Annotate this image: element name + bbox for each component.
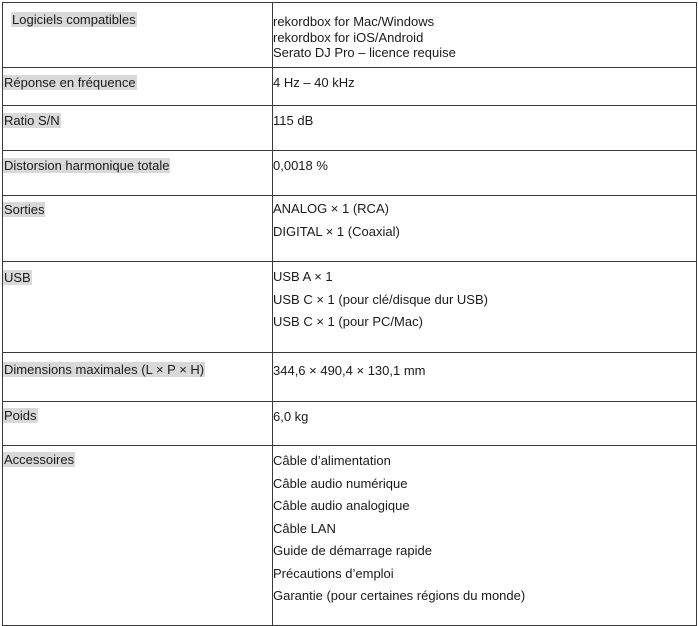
spec-label: Accessoires xyxy=(4,452,75,467)
spec-label-cell xyxy=(3,151,273,196)
spec-value-cell xyxy=(273,262,697,353)
spec-value: ANALOG × 1 (RCA) xyxy=(273,201,389,216)
spec-label-cell xyxy=(3,402,273,446)
spec-label-cell xyxy=(3,353,273,402)
spec-value: 344,6 × 490,4 × 130,1 mm xyxy=(273,363,426,378)
spec-value: DIGITAL × 1 (Coaxial) xyxy=(273,223,400,239)
spec-value-cell xyxy=(273,68,697,106)
spec-label-cell xyxy=(3,446,273,626)
spec-value: Guide de démarrage rapide xyxy=(273,543,432,558)
spec-value: USB C × 1 (pour PC/Mac) xyxy=(273,314,423,329)
spec-label-cell xyxy=(3,196,273,262)
spec-label: USB xyxy=(4,270,31,285)
spec-row-dimensions xyxy=(3,353,697,402)
spec-value: rekordbox for iOS/Android xyxy=(273,29,424,45)
spec-label: Dimensions maximales (L × P × H) xyxy=(4,362,205,377)
spec-label: Réponse en fréquence xyxy=(4,75,136,90)
spec-value-cell xyxy=(273,3,697,68)
spec-label-cell xyxy=(3,106,273,151)
specifications-table xyxy=(2,2,697,626)
spec-value: rekordbox for Mac/Windows xyxy=(273,14,435,29)
spec-value-cell xyxy=(273,446,697,626)
spec-value: USB C × 1 (pour clé/disque dur USB) xyxy=(273,291,488,307)
spec-value-cell xyxy=(273,106,697,151)
spec-row-usb xyxy=(3,262,697,353)
spec-value: Câble d’alimentation xyxy=(273,453,391,468)
spec-row-thd xyxy=(3,151,697,196)
spec-label-cell xyxy=(3,68,273,106)
spec-label: Logiciels compatibles xyxy=(12,12,136,27)
spec-value-cell xyxy=(273,196,697,262)
spec-value: Câble audio analogique xyxy=(273,498,410,513)
spec-row-weight xyxy=(3,402,697,446)
spec-value: 4 Hz – 40 kHz xyxy=(273,75,355,90)
spec-value: Serato DJ Pro – licence requise xyxy=(273,45,456,60)
spec-value: Précautions d’emploi xyxy=(273,565,394,581)
spec-value: 115 dB xyxy=(273,113,314,128)
spec-label-cell xyxy=(3,3,273,68)
spec-label: Ratio S/N xyxy=(4,113,60,128)
spec-value: 0,0018 % xyxy=(273,158,328,173)
spec-value: Garantie (pour certaines régions du monde) xyxy=(273,588,526,603)
spec-row-outputs xyxy=(3,196,697,262)
spec-value: USB A × 1 xyxy=(273,269,333,284)
spec-label: Distorsion harmonique totale xyxy=(4,158,170,173)
spec-label-cell xyxy=(3,262,273,353)
spec-value: Câble audio numérique xyxy=(273,475,408,491)
spec-row-compatible-software xyxy=(3,3,697,68)
spec-label: Sorties xyxy=(4,202,45,217)
spec-value-cell xyxy=(273,402,697,446)
spec-value: Câble LAN xyxy=(273,520,336,536)
spec-value-cell xyxy=(273,151,697,196)
spec-value: 6,0 kg xyxy=(273,409,309,424)
spec-value-cell xyxy=(273,353,697,402)
spec-row-sn-ratio xyxy=(3,106,697,151)
spec-label: Poids xyxy=(4,408,37,423)
spec-row-frequency-response xyxy=(3,68,697,106)
spec-row-accessories xyxy=(3,446,697,626)
